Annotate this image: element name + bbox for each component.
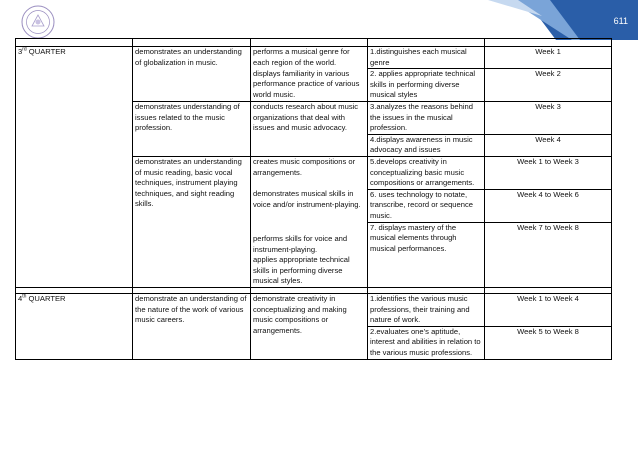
week-cell: Week 1 to Week 4 bbox=[485, 293, 612, 326]
quarter-cell: 4th QUARTER bbox=[16, 293, 133, 359]
week-cell: Week 2 bbox=[485, 69, 612, 102]
competency-cell: 1.distinguishes each musical genre bbox=[368, 47, 485, 69]
performance-cell: performs a musical genre for each region of the world. bbox=[251, 47, 368, 69]
header-cell bbox=[368, 39, 485, 47]
header-cell bbox=[133, 39, 251, 47]
content-standard-cell: demonstrate an understanding of the nature of the work of various music careers. bbox=[133, 293, 251, 359]
header-cell bbox=[16, 39, 133, 47]
competency-cell: 7. displays mastery of the musical elements through musical performances. bbox=[368, 222, 485, 287]
curriculum-table bbox=[15, 38, 612, 360]
performance-text: performs skills for voice and instrument-playing. bbox=[253, 234, 348, 254]
competency-cell: 6. uses technology to notate, transcribe, record or sequence music. bbox=[368, 189, 485, 222]
deped-seal-icon bbox=[21, 5, 55, 39]
performance-cell: creates music compositions or arrangements. bbox=[251, 156, 368, 189]
table-row bbox=[16, 47, 612, 69]
competency-cell: 4.displays awareness in music advocacy and issues bbox=[368, 134, 485, 156]
week-cell: Week 1 to Week 3 bbox=[485, 156, 612, 189]
competency-cell: 1.identifies the various music professions, their training and nature of work. bbox=[368, 293, 485, 326]
performance-cell bbox=[251, 222, 368, 287]
content-standard-cell: demonstrates an understanding of music reading, basic vocal techniques, instrument playing techniques, and sight reading skills. bbox=[133, 156, 251, 287]
page-number: 611 bbox=[613, 16, 628, 26]
performance-cell: demonstrates musical skills in voice and/or instrument-playing. bbox=[251, 189, 368, 222]
performance-cell: conducts research about music organizations that deal with issues and music advocacy. bbox=[251, 101, 368, 156]
content-standard-cell: demonstrates an understanding of globalization in music. bbox=[133, 47, 251, 102]
competency-cell: 3.analyzes the reasons behind the issues in the musical profession. bbox=[368, 101, 485, 134]
week-cell: Week 7 to Week 8 bbox=[485, 222, 612, 287]
week-cell: Week 3 bbox=[485, 101, 612, 134]
competency-cell: 2. applies appropriate technical skills in performing diverse musical styles bbox=[368, 69, 485, 102]
quarter-cell: 3rd QUARTER bbox=[16, 47, 133, 288]
table-row bbox=[16, 293, 612, 326]
week-cell: Week 1 bbox=[485, 47, 612, 69]
header-cell bbox=[251, 39, 368, 47]
week-cell: Week 4 bbox=[485, 134, 612, 156]
header-cell bbox=[485, 39, 612, 47]
competency-cell: 2.evaluates one’s aptitude, interest and abilities in relation to the various music professions. bbox=[368, 326, 485, 359]
performance-text: applies appropriate technical skills in performing diverse musical styles. bbox=[253, 255, 350, 286]
performance-cell: demonstrate creativity in conceptualizing and making music compositions or arrangements. bbox=[251, 293, 368, 359]
week-cell: Week 5 to Week 8 bbox=[485, 326, 612, 359]
performance-cell: displays familiarity in various performance practice of various world music. bbox=[251, 69, 368, 102]
table-header-row bbox=[16, 39, 612, 47]
competency-cell: 5.develops creativity in conceptualizing basic music compositions or arrangements. bbox=[368, 156, 485, 189]
week-cell: Week 4 to Week 6 bbox=[485, 189, 612, 222]
content-standard-cell: demonstrates understanding of issues related to the music profession. bbox=[133, 101, 251, 156]
